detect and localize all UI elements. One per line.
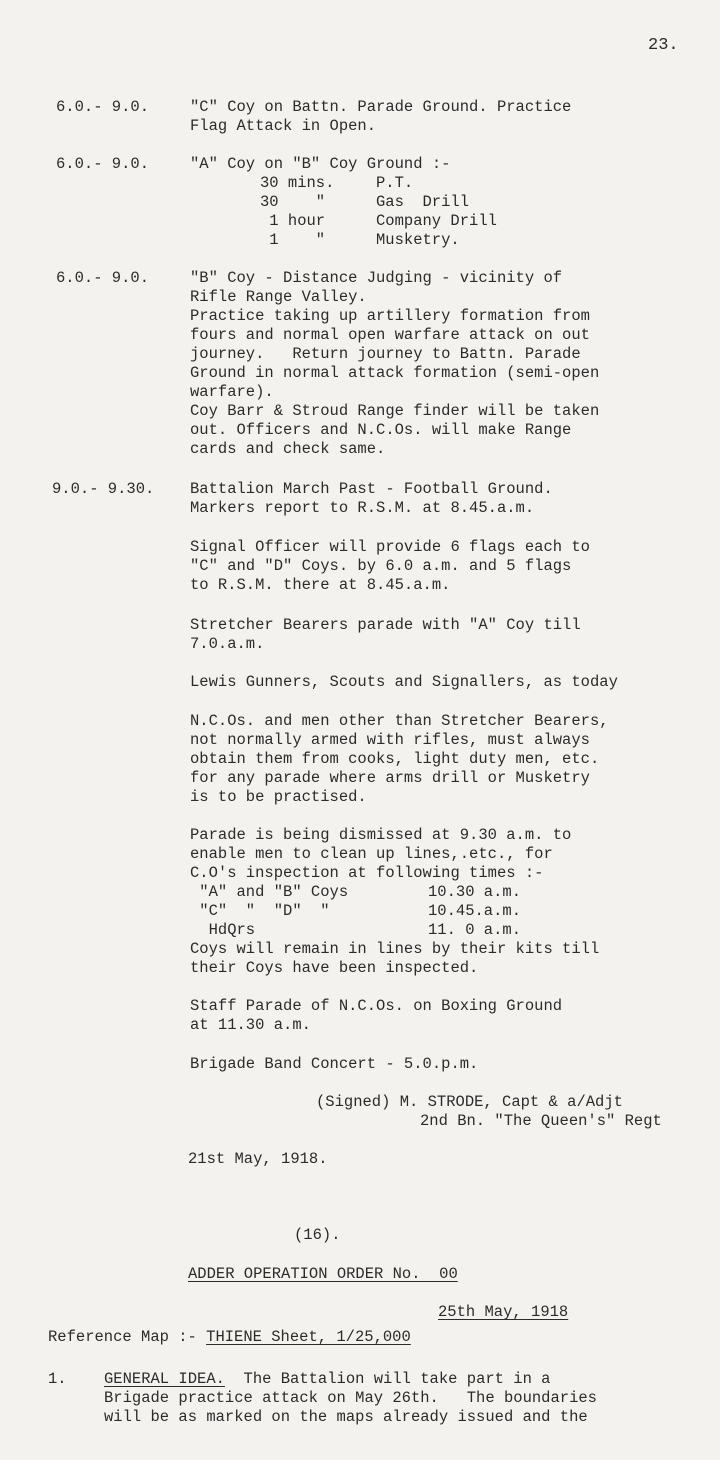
order-title: ADDER OPERATION ORDER No. 00: [188, 1265, 458, 1283]
text-line: fours and normal open warfare attack on out: [190, 326, 590, 344]
signature-line: (Signed) M. STRODE, Capt & a/Adjt: [316, 1093, 623, 1111]
inspection-time: 11. 0 a.m.: [428, 921, 522, 939]
schedule-duration: 1 hour: [260, 212, 326, 230]
entry-text: [190, 98, 571, 136]
text-line: Rifle Range Valley.: [190, 288, 367, 306]
text-line: for any parade where arms drill or Musketry: [190, 769, 590, 787]
entry-text: [190, 480, 553, 518]
inspection-time: 10.30 a.m.: [428, 883, 522, 901]
text-line: to R.S.M. there at 8.45.a.m.: [190, 576, 451, 594]
inspection-who: "A" and "B" Coys: [190, 883, 349, 901]
text-line: 7.0.a.m.: [190, 635, 265, 653]
text-line: "A" Coy on "B" Coy Ground :-: [190, 155, 451, 173]
text-line: warfare).: [190, 383, 274, 401]
text-line: Ground in normal attack formation (semi-open: [190, 364, 600, 382]
schedule-duration: 30 ": [260, 193, 326, 211]
text-line: N.C.Os. and men other than Stretcher Bearers,: [190, 712, 609, 730]
text-line: C.O's inspection at following times :-: [190, 864, 544, 882]
text-line: Lewis Gunners, Scouts and Signallers, as today: [190, 673, 618, 691]
signal-paragraph: [190, 538, 590, 595]
text-line: obtain them from cooks, light duty men, etc.: [190, 750, 600, 768]
order-date: 25th May, 1918: [438, 1303, 569, 1321]
general-idea-line: [104, 1370, 550, 1389]
text-line: is to be practised.: [190, 788, 367, 806]
section-number: (16).: [294, 1226, 341, 1244]
text-line: at 11.30 a.m.: [190, 1016, 311, 1034]
entry-text: [190, 269, 599, 459]
text-line: Practice taking up artillery formation from: [190, 307, 590, 325]
text-line: cards and check same.: [190, 440, 386, 458]
schedule-activity: P.T.: [376, 174, 414, 192]
lewis-paragraph: [190, 673, 618, 692]
entry-time: 6.0.- 9.0.: [56, 269, 150, 287]
text-line: Battalion March Past - Football Ground.: [190, 480, 553, 498]
stretcher-paragraph: [190, 616, 581, 654]
entry-time: 6.0.- 9.0.: [56, 98, 150, 116]
text-line: Coy Barr & Stroud Range finder will be taken: [190, 402, 600, 420]
text-line: Brigade practice attack on May 26th. The boundaries: [104, 1389, 597, 1407]
schedule-duration: 30 mins.: [260, 174, 335, 192]
general-idea-body: [104, 1389, 597, 1427]
text-line: "C" and "D" Coys. by 6.0 a.m. and 5 flags: [190, 557, 572, 575]
parade-paragraph: [190, 826, 571, 883]
reference-sheet: THIENE Sheet, 1/25,000: [206, 1328, 411, 1346]
text-line: not normally armed with rifles, must always: [190, 731, 590, 749]
text-line: Signal Officer will provide 6 flags each to: [190, 538, 590, 556]
text-line: journey. Return journey to Battn. Parade: [190, 345, 581, 363]
text-line: Parade is being dismissed at 9.30 a.m. to: [190, 826, 572, 844]
inspection-who: "C" " "D" ": [190, 902, 330, 920]
page-number: 23.: [648, 36, 679, 55]
schedule-activity: Musketry.: [376, 231, 460, 249]
text-line: will be as marked on the maps already issued and the: [104, 1408, 588, 1426]
band-paragraph: [190, 1055, 478, 1074]
text-line: enable men to clean up lines,.etc., for: [190, 845, 553, 863]
text-line: Stretcher Bearers parade with "A" Coy till: [190, 616, 581, 634]
ncos-paragraph: [190, 712, 609, 807]
signature-unit: 2nd Bn. "The Queen's" Regt: [420, 1112, 662, 1130]
text-line: out. Officers and N.C.Os. will make Range: [190, 421, 572, 439]
text-line: Staff Parade of N.C.Os. on Boxing Ground: [190, 997, 563, 1015]
general-idea-text: The Battalion will take part in a: [224, 1370, 551, 1388]
text-line: Brigade Band Concert - 5.0.p.m.: [190, 1055, 479, 1073]
inspection-time: 10.45.a.m.: [428, 902, 522, 920]
reference-map: [48, 1328, 411, 1347]
text-line: their Coys have been inspected.: [190, 959, 479, 977]
text-line: Coys will remain in lines by their kits till: [190, 940, 600, 958]
reference-label: Reference Map :-: [48, 1328, 207, 1346]
text-line: "B" Coy - Distance Judging - vicinity of: [190, 269, 563, 287]
entry-time: 9.0.- 9.30.: [52, 480, 155, 498]
entry-text: [190, 155, 450, 174]
staff-paragraph: [190, 997, 562, 1035]
entry-time: 6.0.- 9.0.: [56, 155, 150, 173]
text-line: Markers report to R.S.M. at 8.45.a.m.: [190, 499, 535, 517]
text-line: "C" Coy on Battn. Parade Ground. Practice: [190, 98, 572, 116]
parade-outro: [190, 940, 599, 978]
schedule-duration: 1 ": [260, 231, 326, 249]
paragraph-number: 1.: [48, 1370, 67, 1388]
general-idea-heading: GENERAL IDEA.: [104, 1370, 225, 1388]
document-date: 21st May, 1918.: [188, 1150, 328, 1168]
schedule-activity: Gas Drill: [376, 193, 470, 211]
text-line: Flag Attack in Open.: [190, 117, 377, 135]
inspection-who: HdQrs: [190, 921, 256, 939]
schedule-activity: Company Drill: [376, 212, 497, 230]
